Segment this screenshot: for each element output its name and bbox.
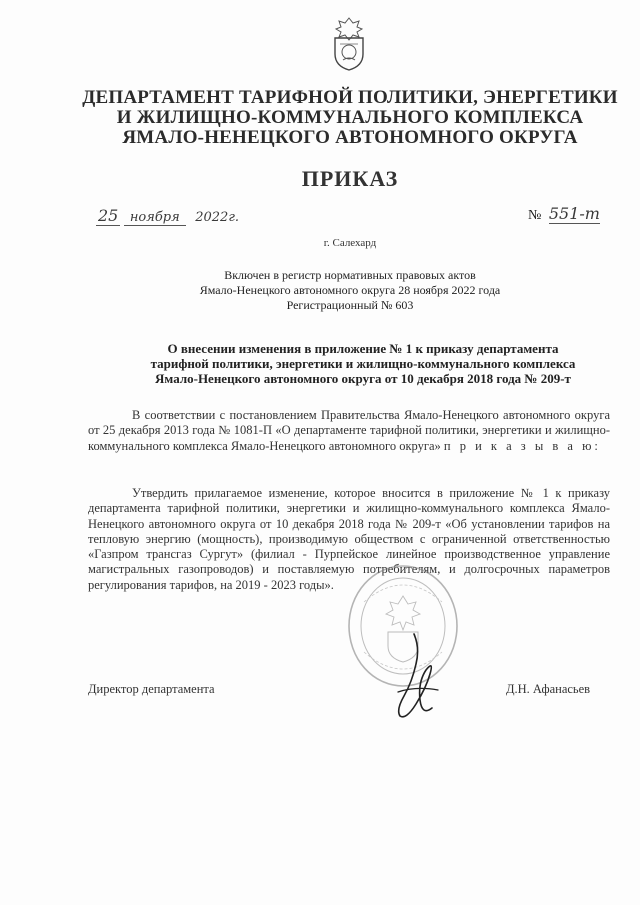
department-title-line: ЯМАЛО-НЕНЕЦКОГО АВТОНОМНОГО ОКРУГА xyxy=(122,127,578,148)
registry-note xyxy=(150,268,550,313)
handwritten-signature xyxy=(386,630,446,730)
number-value: 551-т xyxy=(548,204,600,223)
coat-of-arms-icon xyxy=(326,14,372,72)
order-paragraph: Утвердить прилагаемое изменение, которое вносится в приложение № 1 к приказу департамента тарифной политики, энергетики и жилищно-коммунального комплекса Ямало-Ненецкого автономного округа от 10 декабря 2018 года № 209-т «Об установлении тарифов на тепловую энергию (мощность), производимую обществом с ограниченной ответственностью «Газпром трансгаз Сургут» (филиал - Пурпейское линейное производственное управление магистральных газопроводов) и поставляемую потребителям, и долгосрочных параметров регулирования тарифов, на 2019 - 2023 годы». xyxy=(88,486,610,592)
department-title-line: ДЕПАРТАМЕНТ ТАРИФНОЙ ПОЛИТИКИ, ЭНЕРГЕТИКИ xyxy=(82,87,618,108)
subject-line: тарифной политики, энергетики и жилищно-коммунального комплекса xyxy=(150,356,576,371)
number-prefix: № xyxy=(528,208,542,223)
department-title-line: И ЖИЛИЩНО-КОММУНАЛЬНОГО КОМПЛЕКСА xyxy=(116,107,584,128)
preamble-paragraph xyxy=(88,408,610,454)
city: г. Салехард xyxy=(323,237,377,249)
document-type: ПРИКАЗ xyxy=(301,166,399,191)
date-month: ноября xyxy=(124,210,186,226)
signatory-name: Д.Н. Афанасьев xyxy=(506,682,591,696)
order-number xyxy=(528,204,600,224)
preamble-text: В соответствии с постановлением Правительства Ямало-Ненецкого автономного округа от 25 декабря 2013 года № 1081-П «О департаменте тарифной политики, энергетики и жилищно-коммунального комплекса Ямало-Ненецкого автономного округа» xyxy=(88,408,610,453)
order-subject xyxy=(118,341,608,386)
registry-line: Ямало-Ненецкого автономного округа 28 ноября 2022 года xyxy=(199,283,501,297)
signatory-position: Директор департамента xyxy=(88,682,215,696)
subject-line: Ямало-Ненецкого автономного округа от 10 декабря 2018 года № 209-т xyxy=(155,371,571,386)
order-date xyxy=(96,206,239,226)
registry-line: Включен в регистр нормативных правовых актов xyxy=(224,268,476,282)
department-title xyxy=(80,88,620,148)
date-year: 2022г. xyxy=(195,210,240,225)
order-word: п р и к а з ы в а ю: xyxy=(443,438,601,453)
subject-line: О внесении изменения в приложение № 1 к приказу департамента xyxy=(167,341,559,356)
date-day: 25 xyxy=(98,206,119,225)
registry-line: Регистрационный № 603 xyxy=(286,298,414,312)
